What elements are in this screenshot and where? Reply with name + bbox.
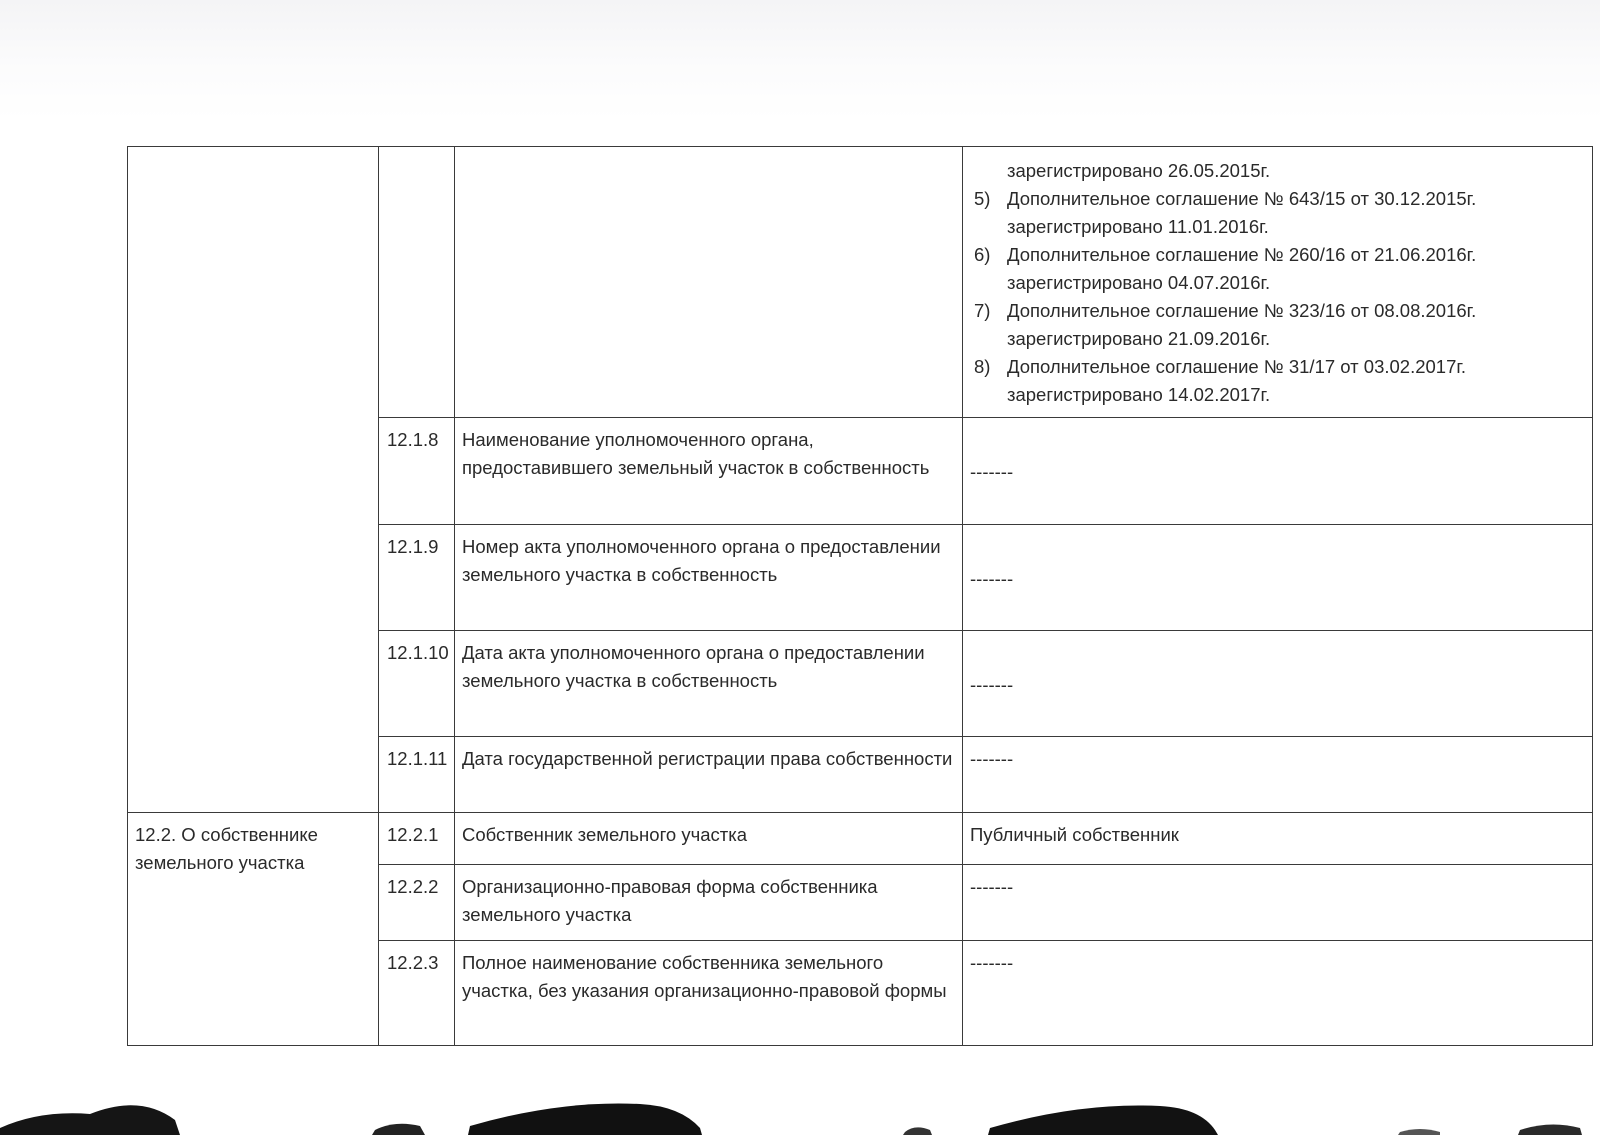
agreement-item bbox=[970, 185, 1585, 241]
property-info-table bbox=[127, 146, 1593, 1046]
row-label: Собственник земельного участка bbox=[455, 813, 963, 865]
row-label: Организационно-правовая форма собственника земельного участка bbox=[455, 865, 963, 941]
scan-blot bbox=[1398, 1129, 1440, 1135]
agreement-item bbox=[970, 353, 1585, 409]
row-number: 12.2.1 bbox=[379, 813, 455, 865]
row-value: ------- bbox=[963, 525, 1593, 631]
agreements-cell bbox=[963, 147, 1593, 418]
row-value: ------- bbox=[963, 418, 1593, 525]
row-number: 12.2.3 bbox=[379, 941, 455, 1046]
agreement-number: 8) bbox=[974, 356, 991, 377]
section-cell-empty bbox=[128, 147, 379, 813]
section-title: 12.2. О собственнике земельного участка bbox=[128, 813, 379, 1046]
agreement-item bbox=[970, 297, 1585, 353]
row-value: ------- bbox=[963, 941, 1593, 1046]
agreement-registered: зарегистрировано 21.09.2016г. bbox=[1007, 328, 1271, 349]
table-row bbox=[128, 813, 1593, 865]
agreements-list bbox=[970, 185, 1585, 409]
scan-blot bbox=[903, 1127, 932, 1135]
row-label: Дата акта уполномоченного органа о предоставлении земельного участка в собственность bbox=[455, 631, 963, 737]
agreement-number: 7) bbox=[974, 300, 991, 321]
scan-blot bbox=[468, 1103, 702, 1135]
agreement-text: Дополнительное соглашение № 31/17 от 03.02.2017г. bbox=[1007, 356, 1466, 377]
scan-blot bbox=[1518, 1124, 1582, 1135]
scan-blot bbox=[0, 1105, 180, 1135]
row-value: ------- bbox=[963, 865, 1593, 941]
agreements-row bbox=[128, 147, 1593, 418]
row-number: 12.1.9 bbox=[379, 525, 455, 631]
row-value: ------- bbox=[963, 631, 1593, 737]
row-label: Полное наименование собственника земельного участка, без указания организационно-правовой формы bbox=[455, 941, 963, 1046]
row-label: Дата государственной регистрации права собственности bbox=[455, 737, 963, 813]
agreement-number: 5) bbox=[974, 188, 991, 209]
agreement-continuation: зарегистрировано 26.05.2015г. bbox=[1007, 160, 1271, 181]
agreement-text: Дополнительное соглашение № 643/15 от 30.12.2015г. bbox=[1007, 188, 1477, 209]
agreement-registered: зарегистрировано 11.01.2016г. bbox=[1007, 216, 1269, 237]
agreement-registered: зарегистрировано 04.07.2016г. bbox=[1007, 272, 1271, 293]
row-number: 12.1.11 bbox=[379, 737, 455, 813]
row-number: 12.1.10 bbox=[379, 631, 455, 737]
row-number: 12.1.8 bbox=[379, 418, 455, 525]
row-value: ------- bbox=[963, 737, 1593, 813]
scan-blot bbox=[372, 1124, 425, 1135]
agreement-item bbox=[970, 241, 1585, 297]
label-cell-empty bbox=[455, 147, 963, 418]
agreement-text: Дополнительное соглашение № 260/16 от 21.06.2016г. bbox=[1007, 244, 1477, 265]
agreement-registered: зарегистрировано 14.02.2017г. bbox=[1007, 384, 1271, 405]
row-label: Наименование уполномоченного органа, предоставившего земельный участок в собственность bbox=[455, 418, 963, 525]
agreement-number: 6) bbox=[974, 244, 991, 265]
agreement-text: Дополнительное соглашение № 323/16 от 08.08.2016г. bbox=[1007, 300, 1477, 321]
scan-noise-top bbox=[0, 0, 1600, 120]
scan-artifacts bbox=[0, 1080, 1600, 1135]
scan-blot bbox=[988, 1105, 1218, 1135]
row-number: 12.2.2 bbox=[379, 865, 455, 941]
row-label: Номер акта уполномоченного органа о предоставлении земельного участка в собственность bbox=[455, 525, 963, 631]
row-value: Публичный собственник bbox=[963, 813, 1593, 865]
number-cell-empty bbox=[379, 147, 455, 418]
